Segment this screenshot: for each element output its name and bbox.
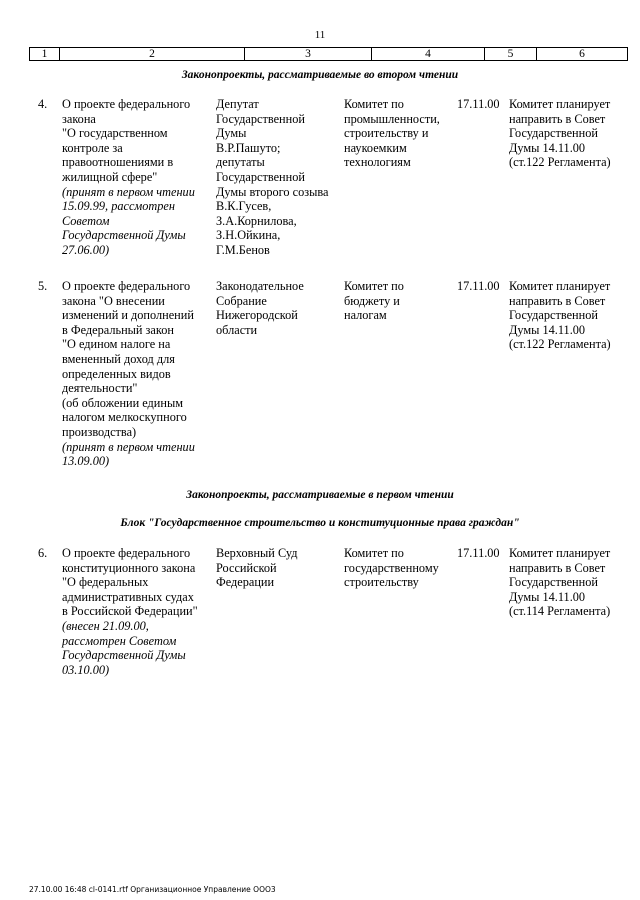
author-line: Федерации [216, 575, 275, 590]
author-line: Собрание [216, 293, 267, 308]
author-line: Верховный Суд [216, 546, 298, 560]
committee-line: технологиям [344, 155, 411, 170]
committee-line: строительству и [344, 126, 429, 141]
committee-line: налогам [344, 308, 387, 323]
bill-status-note: (внесен 21.09.00, [62, 618, 149, 633]
plan-note-line: Думы 14.11.00 [509, 589, 586, 604]
author-line: Государственной [216, 111, 305, 126]
section-heading-first-reading: Законопроекты, рассматриваемые в первом чтении [186, 489, 454, 501]
bill-title-line: "О федеральных [62, 575, 149, 590]
bill-title [62, 546, 212, 677]
author-line: Депутат [216, 97, 259, 111]
responsible-committee [344, 279, 454, 323]
author-line: Законодательное [216, 279, 304, 293]
plan-note-line: Комитет планирует [509, 97, 611, 111]
author-line: В.К.Гусев, [216, 199, 272, 214]
bill-title-line: закона "О внесении [62, 293, 165, 308]
bill-status-note: Государственной Думы [62, 228, 186, 243]
plan-note-line: Государственной [509, 575, 598, 590]
bill-author [216, 546, 340, 590]
bill-title-line: налогом мелкоскупного [62, 410, 187, 425]
responsible-committee [344, 546, 454, 590]
bill-title-line: определенных видов [62, 366, 171, 381]
bill-title-line: производства) [62, 424, 137, 439]
row-number: 4. [38, 97, 48, 111]
plan-note-line: Комитет планирует [509, 546, 611, 560]
bill-status-note: Государственной Думы [62, 648, 186, 663]
bill-status-note: рассмотрен Советом [62, 633, 177, 648]
plan-note-line: Государственной [509, 308, 598, 323]
bill-title-line: в Федеральный закон [62, 322, 174, 337]
committee-plan-note [509, 97, 627, 170]
committee-line: наукоемким [344, 140, 407, 155]
column-number-1: 1 [30, 48, 60, 61]
plan-note-line: (ст.114 Регламента) [509, 604, 611, 619]
bill-status-note: (принят в первом чтении [62, 184, 195, 199]
review-date: 17.11.00 [457, 546, 500, 560]
document-footer: 27.10.00 16:48 cl-0141.rtf Организационное Управление ООО3 [29, 885, 276, 894]
bill-author [216, 279, 340, 337]
column-number-header [29, 47, 628, 61]
committee-line: Комитет по [344, 279, 404, 293]
bill-title-line: "О государственном [62, 126, 168, 141]
author-line: Думы второго созыва [216, 184, 329, 199]
bill-author [216, 97, 340, 258]
committee-line: строительству [344, 575, 419, 590]
bill-title-line: О проекте федерального [62, 546, 191, 560]
page-number: 11 [314, 29, 326, 41]
plan-note-line: (ст.122 Регламента) [509, 155, 611, 170]
bill-title-line: закона [62, 111, 96, 126]
bill-title-line: "О едином налоге на [62, 337, 171, 352]
plan-note-line: (ст.122 Регламента) [509, 337, 611, 352]
plan-note-line: направить в Совет [509, 560, 606, 575]
column-number-4: 4 [372, 48, 485, 61]
review-date: 17.11.00 [457, 97, 500, 111]
plan-note-line: направить в Совет [509, 293, 606, 308]
bill-title-line: в Российской Федерации" [62, 604, 198, 619]
plan-note-line: Думы 14.11.00 [509, 140, 586, 155]
author-line: Думы [216, 126, 247, 141]
bill-title-line: деятельности" [62, 381, 138, 396]
review-date: 17.11.00 [457, 279, 500, 293]
author-line: В.Р.Пашуто; [216, 140, 281, 155]
bill-title-line: О проекте федерального [62, 279, 191, 293]
bill-title [62, 279, 212, 469]
bill-title-line: конституционного закона [62, 560, 196, 575]
author-line: депутаты [216, 155, 265, 170]
plan-note-line: Думы 14.11.00 [509, 322, 586, 337]
committee-line: Комитет по [344, 546, 404, 560]
responsible-committee [344, 97, 454, 170]
bill-status-note: 27.06.00) [62, 242, 110, 257]
committee-plan-note [509, 279, 627, 352]
bill-status-note: Советом [62, 213, 110, 228]
column-number-5: 5 [485, 48, 537, 61]
column-number-2: 2 [60, 48, 245, 61]
column-number-6: 6 [537, 48, 628, 61]
author-line: области [216, 322, 258, 337]
committee-line: государственному [344, 560, 439, 575]
author-line: Государственной [216, 169, 305, 184]
bill-title-line: изменений и дополнений [62, 308, 194, 323]
plan-note-line: направить в Совет [509, 111, 606, 126]
bill-title-line: (об обложении единым [62, 395, 184, 410]
row-number: 5. [38, 279, 48, 293]
author-line: Российской [216, 560, 277, 575]
author-line: Г.М.Бенов [216, 242, 270, 257]
bill-title-line: административных судах [62, 589, 194, 604]
bill-title-line: О проекте федерального [62, 97, 191, 111]
bill-title-line: вмененный доход для [62, 351, 175, 366]
committee-line: бюджету и [344, 293, 400, 308]
bill-title-line: правоотношениями в [62, 155, 174, 170]
section-heading-second-reading: Законопроекты, рассматриваемые во втором чтении [181, 69, 459, 81]
plan-note-line: Комитет планирует [509, 279, 611, 293]
plan-note-line: Государственной [509, 126, 598, 141]
committee-line: Комитет по [344, 97, 404, 111]
block-heading: Блок "Государственное строительство и конституционные права граждан" [120, 517, 520, 529]
bill-status-note: 13.09.00) [62, 454, 110, 469]
committee-plan-note [509, 546, 627, 619]
author-line: З.Н.Ойкина, [216, 228, 281, 243]
column-number-3: 3 [245, 48, 372, 61]
row-number: 6. [38, 546, 48, 560]
bill-status-note: 03.10.00) [62, 662, 110, 677]
committee-line: промышленности, [344, 111, 440, 126]
bill-title [62, 97, 212, 258]
bill-status-note: (принят в первом чтении [62, 439, 195, 454]
bill-title-line: жилищной сфере" [62, 169, 158, 184]
author-line: З.А.Корнилова, [216, 213, 297, 228]
bill-title-line: контроле за [62, 140, 123, 155]
author-line: Нижегородской [216, 308, 298, 323]
bill-status-note: 15.09.99, рассмотрен [62, 199, 175, 214]
